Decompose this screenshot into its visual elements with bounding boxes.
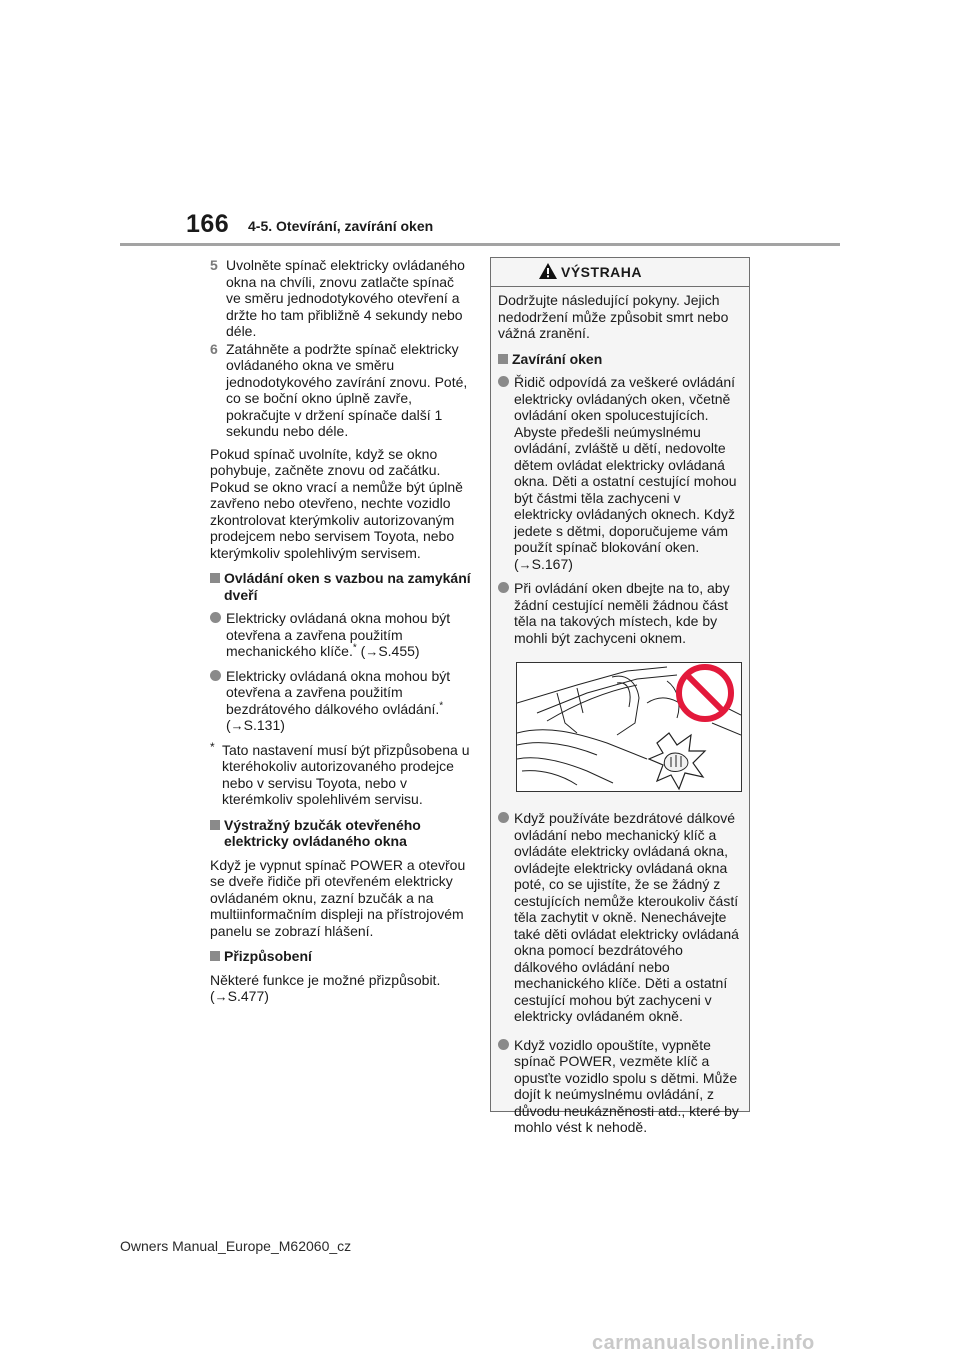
square-bullet-icon bbox=[498, 354, 508, 364]
list-item bbox=[498, 810, 741, 1025]
bullet-text: Řidič odpovídá za veškeré ovládání elektricky ovládaných oken, včetně ovládání oken spolucestujících. Abyste předešli neúmyslnému ovládání, zvláště u dětí, nedovolte dětem ovládat elektricky ovládaná okna. Děti a ostatní cestující mohou být částmi těla zachyceni v elektricky ovládaných oknech. Když jedete s dětmi, doporučujeme vám použít spínač blokování oken. bbox=[514, 374, 737, 555]
car-interior-drawing bbox=[517, 663, 741, 791]
hand-pinched-icon bbox=[649, 733, 705, 789]
heading-window-buzzer bbox=[210, 817, 472, 850]
round-bullet-icon bbox=[498, 1039, 509, 1050]
section-title: 4-5. Otevírání, zavírání oken bbox=[248, 218, 434, 234]
step-text: Uvolněte spínač elektricky ovládaného okna na chvíli, znovu zatlačte spínač ve směru jednodotykového otevření a držte ho tam přibližně 4 sekundy nebo déle. bbox=[226, 257, 465, 339]
footnote-mark: * bbox=[352, 642, 357, 654]
list-item: Elektricky ovládaná okna mohou být otevřena a zavřena použitím mechanického klíče.* (→S.455) bbox=[210, 610, 472, 661]
page-ref-arrow: → bbox=[214, 989, 228, 1004]
warning-header bbox=[491, 258, 749, 287]
heading-text: Výstražný bzučák otevřeného elektricky ovládaného okna bbox=[224, 816, 421, 849]
round-bullet-icon bbox=[210, 612, 221, 623]
warning-intro: Dodržujte následující pokyny. Jejich nedodržení může způsobit smrt nebo vážná zranění. bbox=[498, 292, 729, 341]
warning-body bbox=[491, 287, 749, 1136]
round-bullet-icon bbox=[498, 376, 509, 387]
buzzer-paragraph: Když je vypnut spínač POWER a otevřou se dveře řidiče při otevřeném elektricky ovládaném oknu, zazní bzučák a na multiinformačním displeji na přístrojovém panelu se zobrazí hlášení. bbox=[210, 856, 466, 939]
retry-paragraph: Pokud spínač uvolníte, když se okno pohybuje, začněte znovu od začátku. Pokud se okno vrací a nemůže být úplně zavřeno nebo otevřeno, nechte vozidlo zkontrolovat kterýmkoliv autorizovaným prodejcem nebo servisem Toyota, nebo kterýmkoliv spolehlivým servisem. bbox=[210, 445, 463, 561]
warning-triangle-icon bbox=[539, 263, 557, 279]
bullet-text: Když vozidlo opouštíte, vypněte spínač POWER, vezměte klíč a opusťte vozidlo spolu s dětmi. Může dojít k neúmyslnému ovládání, z důvodu neukázněnosti atd., které by mohlo vést k nehodě. bbox=[514, 1036, 739, 1135]
step-number: 6 bbox=[210, 340, 218, 357]
step-number: 5 bbox=[210, 257, 218, 273]
heading-door-lock-linked bbox=[210, 570, 472, 603]
page-ref-link[interactable]: S.477 bbox=[227, 988, 265, 1004]
page-ref-link[interactable]: S.131 bbox=[243, 717, 281, 733]
footnote bbox=[210, 739, 472, 808]
heading-text: Přizpůsobení bbox=[224, 948, 312, 964]
bullet-text: Když používáte bezdrátové dálkové ovládání nebo mechanický klíč a ovládáte elektricky ovládaná okna, ovládejte elektricky ovládaná okna poté, co se ujistíte, že se žádný z cestujících nemůže kteroukoliv částí těla zachytit v okně. Nenechávejte také děti ovládat elektricky ovládaná okna pomocí bezdrátového dálkového ovládání nebo mechanického klíče. Děti a ostatní cestující mohou být zachyceni v elektricky ovládaném okně. bbox=[514, 810, 739, 1024]
heading-customization bbox=[210, 948, 472, 965]
bullet-text: Elektricky ovládaná okna mohou být otevřena a zavřena použitím bezdrátového dálkového ovládání. bbox=[226, 667, 451, 717]
left-column bbox=[210, 257, 472, 1012]
window-pinch-illustration bbox=[516, 662, 742, 792]
square-bullet-icon bbox=[210, 573, 220, 583]
watermark: carmanualsonline.info bbox=[592, 1332, 815, 1354]
footnote-text: Tato nastavení musí být přizpůsobena u kteréhokoliv autorizovaného prodejce nebo v servisu Toyota, nebo v kterémkoliv spolehlivém servisu. bbox=[222, 741, 470, 807]
list-item bbox=[498, 580, 741, 646]
list-item: Elektricky ovládaná okna mohou být otevřena a zavřena použitím bezdrátového dálkového ovládání.* (→S.131) bbox=[210, 668, 472, 735]
square-bullet-icon bbox=[210, 951, 220, 961]
list-item: Řidič odpovídá za veškeré ovládání elektricky ovládaných oken, včetně ovládání oken spolucestujících. Abyste předešli neúmyslnému ovládání, zvláště u dětí, nedovolte dětem ovládat elektricky ovládaná okna. Děti a ostatní cestující mohou být částmi těla zachyceni v elektricky ovládaných oknech. Když jedete s dětmi, doporučujeme vám použít spínač blokování oken. (→S.167) bbox=[498, 374, 741, 573]
square-bullet-icon bbox=[210, 820, 220, 830]
bullet-text: Při ovládání oken dbejte na to, aby žádní cestující neměli žádnou část těla na takových místech, kde by mohli být zachyceni oknem. bbox=[514, 580, 730, 646]
header-rule bbox=[120, 243, 840, 246]
heading-text: Ovládání oken s vazbou na zamykání dveří bbox=[224, 570, 471, 603]
customization-text: Některé funkce je možné přizpůsobit. bbox=[210, 971, 441, 988]
round-bullet-icon bbox=[210, 670, 221, 681]
round-bullet-icon bbox=[498, 812, 509, 823]
warning-box bbox=[490, 257, 750, 1135]
page-ref-link[interactable]: S.455 bbox=[378, 643, 415, 659]
right-column bbox=[490, 257, 750, 1135]
step-text: Zatáhněte a podržte spínač elektricky ovládaného okna ve směru jednodotykového zavírání znovu. Poté, co se boční okno úplně zavře, pokračujte v držení spínače další 1 sekundu nebo déle. bbox=[226, 340, 468, 439]
footnote-mark: * bbox=[439, 699, 444, 711]
footer-manual-id: Owners Manual_Europe_M62060_cz bbox=[120, 1238, 352, 1254]
page-ref-arrow: → bbox=[365, 644, 379, 659]
bullet-text: Elektricky ovládaná okna mohou být otevřena a zavřena použitím mechanického klíče. bbox=[226, 610, 451, 659]
round-bullet-icon bbox=[498, 582, 509, 593]
step-6 bbox=[210, 341, 472, 440]
page-ref-link[interactable]: S.167 bbox=[531, 555, 569, 572]
list-item bbox=[498, 1037, 741, 1136]
warning-heading bbox=[498, 351, 741, 368]
prohibition-icon bbox=[679, 667, 731, 719]
heading-text: Zavírání oken bbox=[512, 350, 603, 367]
warning-label: VÝSTRAHA bbox=[561, 264, 643, 280]
step-5 bbox=[210, 257, 472, 340]
page-ref-arrow: → bbox=[230, 718, 244, 733]
customization-paragraph: Některé funkce je možné přizpůsobit. (→S.477) bbox=[210, 971, 441, 1004]
footnote-mark: * bbox=[210, 739, 215, 754]
page-number: 166 bbox=[186, 210, 230, 238]
page-ref-arrow: → bbox=[518, 556, 532, 572]
